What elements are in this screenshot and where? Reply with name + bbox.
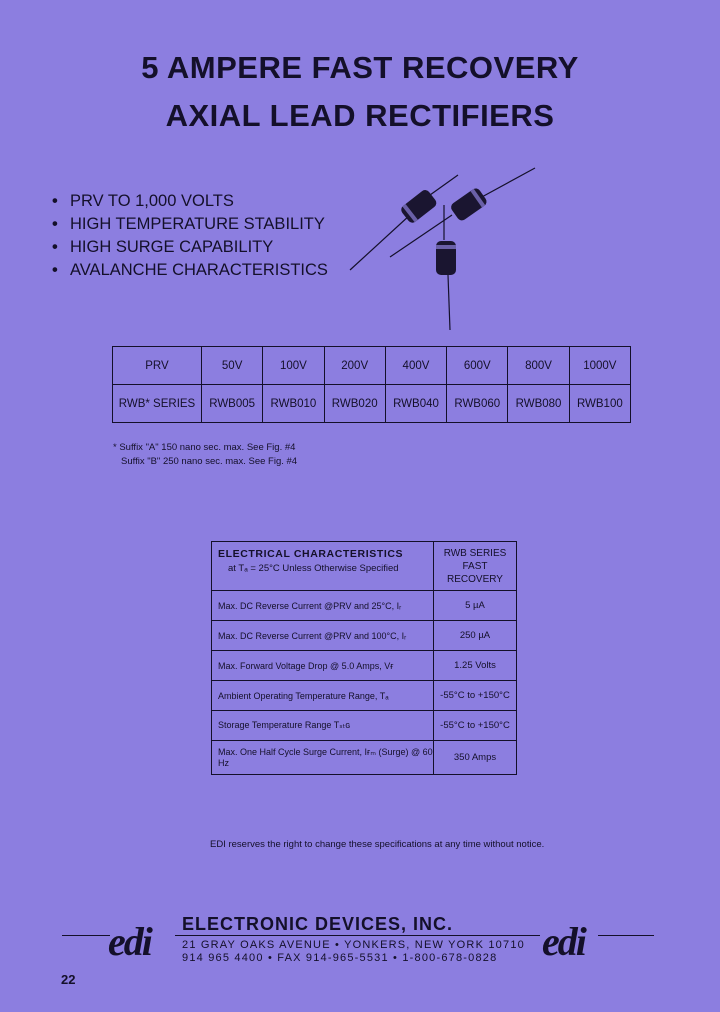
table-row bbox=[212, 681, 517, 711]
table-cell: 600V bbox=[447, 347, 508, 385]
table-cell: 350 Amps bbox=[434, 741, 517, 775]
table-cell: RWB100 bbox=[569, 385, 630, 423]
table-header-cell: RWB SERIES FAST RECOVERY bbox=[434, 542, 517, 591]
table-cell: -55°C to +150°C bbox=[434, 711, 517, 741]
electrical-characteristics-table bbox=[211, 541, 517, 775]
table-cell: -55°C to +150°C bbox=[434, 681, 517, 711]
edi-logo-right: edi bbox=[542, 919, 585, 964]
bullet-icon: • bbox=[52, 238, 58, 256]
table-cell: Max. Forward Voltage Drop @ 5.0 Amps, Vғ bbox=[212, 651, 434, 681]
table-cell: 5 µA bbox=[434, 591, 517, 621]
table-cell: 800V bbox=[508, 347, 569, 385]
company-address bbox=[182, 939, 525, 965]
table-cell: 200V bbox=[324, 347, 385, 385]
bullet-icon: • bbox=[52, 215, 58, 233]
feature-item: • AVALANCHE CHARACTERISTICS bbox=[52, 259, 328, 282]
feature-item: • HIGH TEMPERATURE STABILITY bbox=[52, 213, 328, 236]
table-row bbox=[212, 621, 517, 651]
table-cell: PRV bbox=[113, 347, 202, 385]
address-line: 21 GRAY OAKS AVENUE • YONKERS, NEW YORK 10710 bbox=[182, 939, 525, 951]
divider bbox=[62, 935, 110, 936]
table-cell: 1000V bbox=[569, 347, 630, 385]
company-name: ELECTRONIC DEVICES, INC. bbox=[182, 914, 454, 934]
table-row bbox=[113, 385, 631, 423]
table-row bbox=[212, 651, 517, 681]
bullet-icon: • bbox=[52, 192, 58, 210]
footnotes bbox=[113, 441, 297, 469]
table-cell: Max. DC Reverse Current @PRV and 25°C, Iᵣ bbox=[212, 591, 434, 621]
table-row bbox=[212, 741, 517, 775]
feature-list bbox=[52, 190, 328, 282]
divider bbox=[598, 935, 654, 936]
feature-item: • HIGH SURGE CAPABILITY bbox=[52, 236, 328, 259]
disclaimer-notice: EDI reserves the right to change these specifications at any time without notice. bbox=[210, 839, 545, 850]
table-cell: 1.25 Volts bbox=[434, 651, 517, 681]
table-cell: 100V bbox=[263, 347, 324, 385]
edi-logo-left: edi bbox=[108, 919, 151, 964]
page-title-line-2: AXIAL LEAD RECTIFIERS bbox=[165, 98, 555, 133]
table-cell: 50V bbox=[202, 347, 263, 385]
footnote: * Suffix "A" 150 nano sec. max. See Fig. #4 bbox=[113, 442, 296, 453]
table-cell: 250 µA bbox=[434, 621, 517, 651]
table-header-cell: ELECTRICAL CHARACTERISTICS at Tₐ = 25°C Unless Otherwise Specified bbox=[212, 542, 434, 591]
contact-line: 914 965 4400 • FAX 914-965-5531 • 1-800-678-0828 bbox=[182, 952, 498, 964]
table-header-row bbox=[212, 542, 517, 591]
table-cell: Max. DC Reverse Current @PRV and 100°C, Iᵣ bbox=[212, 621, 434, 651]
divider bbox=[175, 935, 540, 936]
page-number: 22 bbox=[61, 972, 76, 987]
table-cell: RWB080 bbox=[508, 385, 569, 423]
table-cell: Ambient Operating Temperature Range, Tₐ bbox=[212, 681, 434, 711]
table-cell: RWB040 bbox=[385, 385, 446, 423]
footnote: Suffix "B" 250 nano sec. max. See Fig. #4 bbox=[121, 456, 298, 467]
page-title-line-1: 5 AMPERE FAST RECOVERY bbox=[141, 50, 579, 85]
table-row bbox=[113, 347, 631, 385]
table-cell: RWB010 bbox=[263, 385, 324, 423]
table-row bbox=[212, 711, 517, 741]
table-row bbox=[212, 591, 517, 621]
bullet-icon: • bbox=[52, 261, 58, 279]
table-cell: 400V bbox=[385, 347, 446, 385]
table-cell: RWB005 bbox=[202, 385, 263, 423]
table-cell: RWB* SERIES bbox=[113, 385, 202, 423]
prv-table bbox=[112, 346, 631, 423]
table-cell: RWB060 bbox=[447, 385, 508, 423]
table-cell: Max. One Half Cycle Surge Current, Iғₘ (Surge) @ 60 Hz bbox=[212, 741, 434, 775]
table-cell: RWB020 bbox=[324, 385, 385, 423]
feature-item: • PRV TO 1,000 VOLTS bbox=[52, 190, 328, 213]
diode-illustration bbox=[340, 165, 540, 335]
table-cell: Storage Temperature Range Tₛₜɢ bbox=[212, 711, 434, 741]
